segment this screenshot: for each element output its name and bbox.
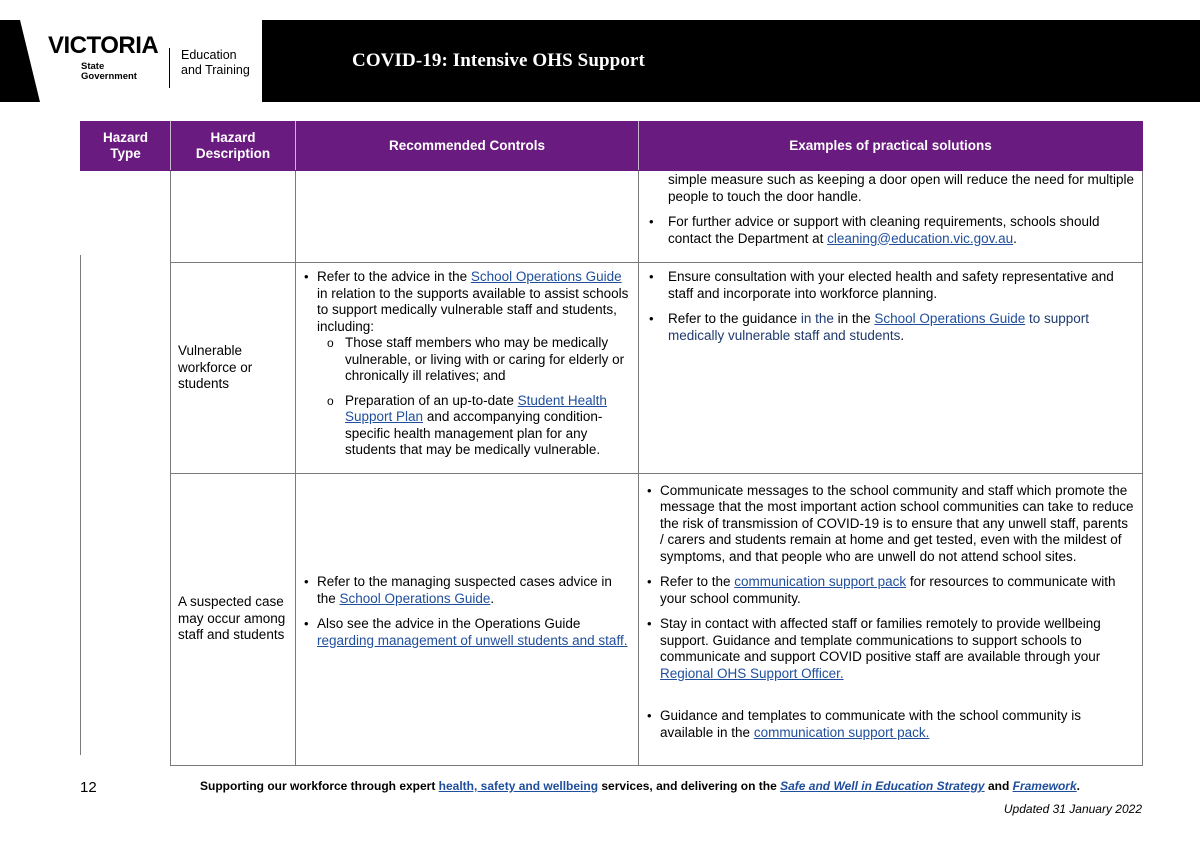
school-operations-guide-link[interactable]: School Operations Guide <box>339 590 491 606</box>
list-item: • Communicate messages to the school community and staff which promote the message that the most important action school communities can take to reduce the risk of transmission of COVID-19 is to ensure that any unwell staff, parents / carers and students remain at home and get tested, even with the mildest of symptoms, and that people who are unwell do not attend school sites. <box>646 483 1135 566</box>
communication-support-pack-link[interactable]: communication support pack. <box>753 724 930 740</box>
hazard-description-cell: Vulnerable workforce or students <box>171 263 296 474</box>
sub-list-item: o Those staff members who may be medically vulnerable, or living with or caring for elderly or chronically ill relatives; and <box>317 335 631 385</box>
communication-support-pack-link[interactable]: communication support pack <box>734 574 907 589</box>
school-operations-guide-link[interactable]: School Operations Guide <box>470 269 622 284</box>
list-item: • Refer to the guidance in the in the School Operations Guide to support medically vulnerable staff and students. <box>646 311 1135 344</box>
student-health-support-plan-link[interactable]: Student Health Support Plan <box>345 392 607 424</box>
regional-ohs-officer-link[interactable]: Regional OHS Support Officer. <box>660 665 844 681</box>
framework-link[interactable]: Framework <box>1012 779 1077 793</box>
hazard-controls-table <box>80 121 1143 766</box>
header-recommended-controls: Recommended Controls <box>296 122 639 171</box>
list-item: • Guidance and templates to communicate with the school community is available in the communication support pack. <box>646 708 1135 741</box>
list-item: • Refer to the communication support pack for resources to communicate with your school community. <box>646 574 1135 607</box>
table-left-rule <box>80 255 81 755</box>
safe-and-well-strategy-link[interactable]: Safe and Well in Education Strategy <box>780 779 985 793</box>
footer-statement: Supporting our workforce through expert health, safety and wellbeing services, and delivering on the Safe and Well in Education Strategy and Framework. <box>200 779 1080 793</box>
health-safety-wellbeing-link[interactable]: health, safety and wellbeing <box>438 779 599 793</box>
table-header-row <box>81 122 1143 171</box>
school-operations-guide-link[interactable]: School Operations Guide <box>874 311 1026 326</box>
header-practical-solutions: Examples of practical solutions <box>639 122 1143 171</box>
controls-cell <box>296 473 639 765</box>
cleaning-email-link[interactable]: cleaning@education.vic.gov.au <box>827 230 1014 246</box>
hazard-type-cell <box>81 171 171 263</box>
logo-state-government: State Government <box>81 61 137 82</box>
unwell-students-staff-link[interactable]: regarding management of unwell students and staff. <box>317 632 628 648</box>
logo-department: Education and Training <box>181 48 250 77</box>
list-item: • Stay in contact with affected staff or families remotely to provide wellbeing support. Guidance and template communications to support schools to communicate and support COVID positive staff are available through your Regional OHS Support Officer. <box>646 616 1135 682</box>
list-item: • Ensure consultation with your elected health and safety representative and staff and incorporate into workforce planning. <box>646 269 1135 302</box>
header-hazard-type: Hazard Type <box>81 122 171 171</box>
header-hazard-description: Hazard Description <box>171 122 296 171</box>
table-row <box>81 171 1143 263</box>
table-row <box>81 473 1143 765</box>
controls-cell <box>296 171 639 263</box>
continued-text: simple measure such as keeping a door open will reduce the need for multiple people to touch the door handle. <box>668 172 1135 204</box>
logo-victoria-wordmark: VICTORIA <box>48 32 159 59</box>
updated-date: Updated 31 January 2022 <box>1003 802 1142 816</box>
document-title: COVID-19: Intensive OHS Support <box>352 50 645 71</box>
list-item: • For further advice or support with cleaning requirements, schools should contact the Department at cleaning@education.vic.gov.au. <box>646 214 1135 247</box>
hazard-type-cell <box>81 263 171 474</box>
logo-divider <box>169 48 170 88</box>
table-row <box>81 263 1143 474</box>
hazard-description-cell: A suspected case may occur among staff and students <box>171 473 296 765</box>
controls-cell <box>296 263 639 474</box>
solutions-cell <box>639 171 1143 263</box>
list-item: • Refer to the advice in the School Operations Guide in relation to the supports available to assist schools to support medically vulnerable staff and students, including: o Those staff members who may be medically vulnerable, or living with or caring for elderly or chronically ill relatives; and o Preparation of an up-to-date Student Health Support Plan and accompanying condition-specific health management plan for any students that may be medically vulnerable. <box>303 269 631 459</box>
solutions-cell <box>639 263 1143 474</box>
page-number: 12 <box>80 779 97 796</box>
solutions-cell <box>639 473 1143 765</box>
hazard-description-cell <box>171 171 296 263</box>
sub-list-item: o Preparation of an up-to-date Student Health Support Plan and accompanying condition-specific health management plan for any students that may be medically vulnerable. <box>317 393 631 459</box>
victoria-government-logo <box>48 30 258 92</box>
list-item: • Also see the advice in the Operations Guide regarding management of unwell students and staff. <box>303 616 631 649</box>
list-item: • Refer to the managing suspected cases advice in the School Operations Guide. <box>303 574 631 607</box>
hazard-type-cell <box>81 473 171 765</box>
